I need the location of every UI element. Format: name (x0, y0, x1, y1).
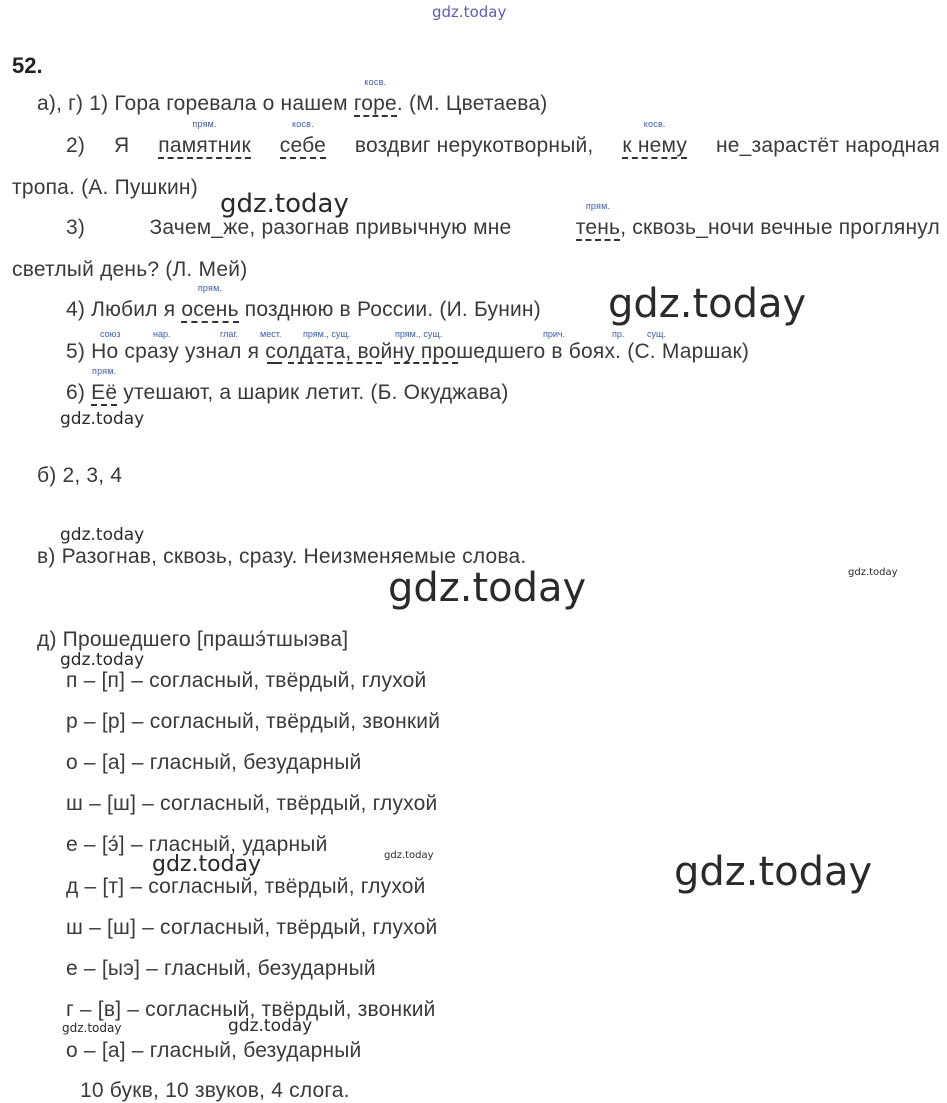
annotation-kosv: косв. (643, 119, 666, 129)
sentence-1-source: . (М. Цветаева) (396, 92, 548, 115)
sentence-2-middle: воздвиг нерукотворный, (354, 134, 594, 157)
annotation-pryam: прям. (197, 283, 223, 293)
sentence-2-end: не_зарастёт народная (715, 134, 940, 157)
sound-line: ш – [ш] – согласный, твёрдый, глухой (66, 916, 438, 939)
sentence-1 (37, 77, 548, 116)
object-word: Её (91, 381, 118, 404)
sentence-3-rest: , сквозь_ночи вечные проглянул (620, 216, 940, 239)
annotation-pryam: прям. (92, 366, 117, 376)
ann-prich: прич. (543, 329, 566, 339)
section-v: в) Разогнав, сквозь, сразу. Неизменяемые слова. (37, 545, 527, 568)
sound-line: е – [э́] – гласный, ударный (66, 833, 328, 856)
watermark: gdz.today (152, 852, 262, 877)
ann-pryam-sushch: прям., сущ. (303, 329, 351, 339)
sound-line: д – [т] – согласный, твёрдый, глухой (66, 875, 426, 898)
sound-line: о – [а] – гласный, безударный (66, 751, 362, 774)
sentence-2-word: Я (113, 134, 130, 157)
sentence-4-rest: позднюю в России. (И. Бунин) (244, 298, 541, 321)
watermark: gdz.today (674, 849, 873, 895)
ann-mest: мест. (260, 329, 282, 339)
sentence-3-text: Зачем_же, разогнав привычную мне (149, 216, 512, 239)
sentence-1-text: Гора горевала о нашем (114, 92, 348, 115)
sentence-1-number: 1) (89, 92, 109, 115)
annotation-pryam: прям. (585, 201, 611, 211)
sentence-5 (66, 340, 749, 364)
sound-line: р – [р] – согласный, твёрдый, звонкий (66, 710, 441, 733)
sound-line: г – [в] – согласный, твёрдый, звонкий (66, 998, 436, 1021)
annotation-pryam: прям. (192, 119, 217, 129)
watermark: gdz.today (228, 1016, 313, 1036)
sentence-5-number: 5) (66, 340, 86, 363)
sound-line: о – [а] – гласный, безударный (66, 1039, 362, 1062)
sentence-4-number: 4) (66, 298, 86, 321)
sentence-2-line2: тропа. (А. Пушкин) (12, 176, 198, 199)
object-word: себе (279, 134, 326, 157)
underline-subject (267, 362, 282, 364)
underline-object (288, 362, 382, 364)
ann-nar: нар. (153, 329, 171, 339)
object-word: горе (353, 92, 397, 115)
sentence-3-line2: светлый день? (Л. Мей) (12, 258, 248, 281)
watermark: gdz.today (62, 1021, 122, 1035)
sound-line: п – [п] – согласный, твёрдый, глухой (66, 669, 427, 692)
sentence-2-number: 2) (66, 134, 86, 157)
watermark: gdz.today (608, 281, 807, 327)
sound-line: е – [ыэ] – гласный, безударный (66, 957, 376, 980)
watermark: gdz.today (384, 850, 434, 861)
sentence-2 (66, 119, 940, 158)
annotation-kosv: косв. (364, 77, 387, 87)
task-number: 52. (12, 53, 43, 78)
section-prefix: а), г) (37, 92, 84, 115)
object-word: к нему (622, 134, 688, 157)
watermark-top: gdz.today (432, 3, 507, 21)
underline-object (394, 362, 458, 364)
ann-sushch: сущ. (647, 329, 666, 339)
watermark: gdz.today (60, 525, 145, 545)
section-d-title: д) Прошедшего [прашэ́тшыэва] (37, 628, 349, 651)
watermark: gdz.today (60, 409, 145, 429)
sound-line: ш – [ш] – согласный, твёрдый, глухой (66, 792, 438, 815)
sentence-6-number: 6) (66, 381, 86, 404)
watermark: gdz.today (848, 567, 898, 578)
watermark: gdz.today (388, 565, 587, 611)
ann-pr: пр. (612, 329, 625, 339)
sentence-5-text: Но сразу узнал я солдата, войну прошедшего в боях. (С. Маршак) (91, 340, 750, 363)
sentence-4 (66, 283, 541, 322)
section-b: б) 2, 3, 4 (37, 464, 123, 487)
object-word: памятник (158, 134, 251, 157)
ann-soyuz: союз (100, 329, 121, 339)
summary-line: 10 букв, 10 звуков, 4 слога. (80, 1079, 350, 1102)
object-word: тень (575, 216, 621, 239)
watermark: gdz.today (60, 650, 145, 670)
watermark: gdz.today (220, 189, 349, 219)
annotation-kosv: косв. (291, 119, 314, 129)
ann-glag: глаг. (220, 329, 239, 339)
ann-pryam-sushch: прям., сущ. (395, 329, 443, 339)
sentence-4-text: Любил я (91, 298, 176, 321)
sentence-3-number: 3) (66, 216, 86, 239)
sentence-6 (66, 366, 509, 405)
sentence-6-text: утешают, а шарик летит. (Б. Окуджава) (123, 381, 509, 404)
object-word: осень (181, 298, 239, 321)
